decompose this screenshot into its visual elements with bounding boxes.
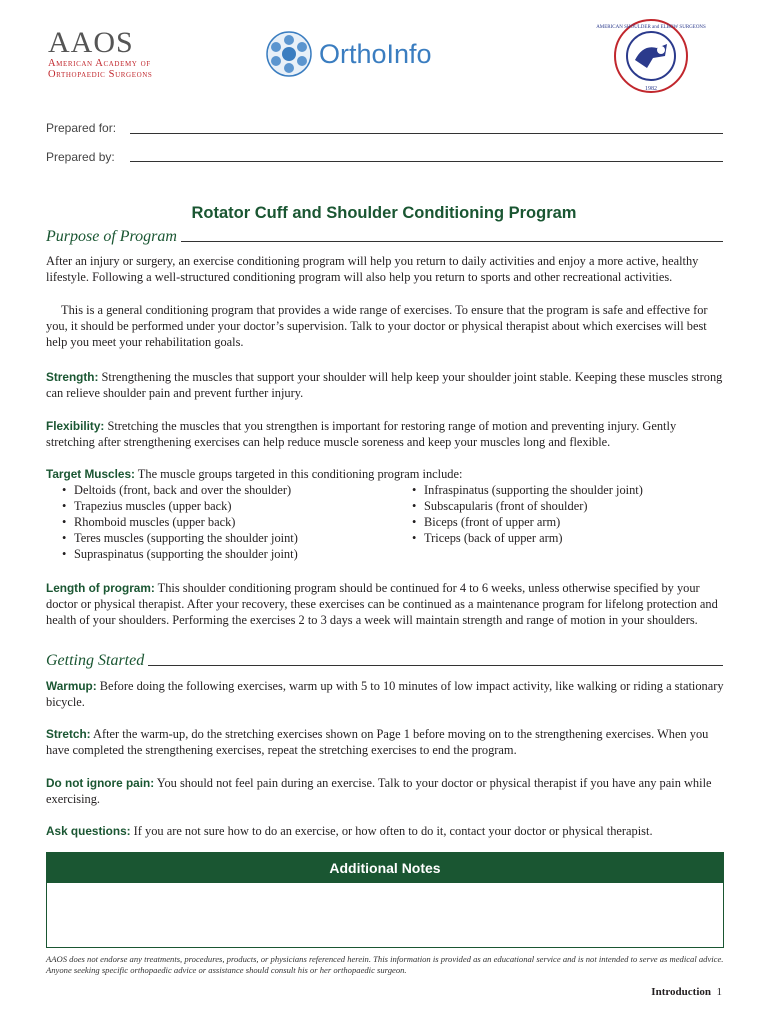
purpose-paragraph-2: This is a general conditioning program that provides a wide range of exercises. To ensure that the program is safe and effective for you, it should be performed under your doctor’s supervision. Talk to your doctor or physical therapist about which exercises will best help you meet your rehabilitation goals. (46, 303, 708, 349)
seal-ring-text: AMERICAN SHOULDER and ELBOW SURGEONS (596, 25, 706, 30)
list-item: • Triceps (back of upper arm) (410, 530, 730, 546)
prepared-by-line[interactable] (130, 161, 723, 162)
stretch-paragraph (46, 726, 726, 758)
additional-notes-box[interactable] (46, 852, 724, 948)
prepared-by-label: Prepared by: (46, 150, 115, 164)
pain-text: You should not feel pain during an exercise. Talk to your doctor or physical therapist if you have any pain while exercising. (46, 776, 712, 806)
prepared-for-label: Prepared for: (46, 121, 117, 135)
stretch-label: Stretch: (46, 727, 91, 741)
purpose-heading (46, 228, 723, 246)
getting-started-heading-text: Getting Started (46, 652, 145, 669)
warmup-text: Before doing the following exercises, warm up with 5 to 10 minutes of low impact activity, like walking or riding a stationary bicycle. (46, 679, 724, 709)
target-muscles-list-right (410, 482, 730, 546)
getting-started-heading (46, 652, 723, 670)
list-item: • Rhomboid muscles (upper back) (60, 514, 400, 530)
list-item: • Infraspinatus (supporting the shoulder joint) (410, 482, 730, 498)
length-text: This shoulder conditioning program should be continued for 4 to 6 weeks, unless otherwise specified by your doctor or physical therapist. After your recovery, these exercises can be continued as a maintenance program for lifelong protection and health of your shoulders. Performing the exercises 2 to 3 days a week will maintain strength and range of motion in your shoulders. (46, 581, 718, 627)
flexibility-label: Flexibility: (46, 419, 105, 433)
ask-questions-label: Ask questions: (46, 824, 131, 838)
aaos-org-name: American Academy of Orthopaedic Surgeons (48, 58, 153, 80)
target-muscles-text: The muscle groups targeted in this conditioning program include: (134, 467, 463, 481)
strength-label: Strength: (46, 370, 99, 384)
ask-questions-paragraph (46, 823, 726, 839)
warmup-label: Warmup: (46, 679, 97, 693)
target-muscles-list-left (60, 482, 400, 562)
strength-text: Strengthening the muscles that support your shoulder will help keep your shoulder joint stable. Keeping these muscles strong can relieve shoulder pain and prevent further injury. (46, 370, 723, 400)
orthoinfo-wordmark: OrthoInfo (319, 38, 432, 69)
disclaimer: AAOS does not endorse any treatments, procedures, products, or physicians referenced herein. This information is provided as an educational service and is not intended to serve as medical advice. Anyone seeking specific orthopaedic advice or assistance should consult his or her orthopaedic surgeon. (46, 954, 724, 975)
length-paragraph (46, 580, 726, 628)
list-item: • Supraspinatus (supporting the shoulder joint) (60, 546, 400, 562)
pain-label: Do not ignore pain: (46, 776, 155, 790)
purpose-paragraph-1: After an injury or surgery, an exercise conditioning program will help you return to daily activities and enjoy a more active, healthy lifestyle. Following a well-structured conditioning program will also help you return to sports and other recreational activities. (46, 254, 699, 284)
purpose-heading-text: Purpose of Program (46, 228, 177, 245)
page-number: 1 (716, 986, 722, 998)
additional-notes-heading: Additional Notes (47, 853, 723, 883)
target-muscles-intro (46, 466, 726, 482)
list-item: • Deltoids (front, back and over the shoulder) (60, 482, 400, 498)
warmup-paragraph (46, 678, 726, 710)
list-item: • Teres muscles (supporting the shoulder joint) (60, 530, 400, 546)
ases-seal-icon (596, 14, 706, 98)
orthoinfo-globe-icon (265, 30, 313, 78)
pain-paragraph (46, 775, 726, 807)
prepared-for-line[interactable] (130, 133, 723, 134)
orthoinfo-logo (265, 30, 432, 78)
ask-questions-text: If you are not sure how to do an exercise, or how often to do it, contact your doctor or physical therapist. (130, 824, 653, 838)
page-title: Rotator Cuff and Shoulder Conditioning Program (191, 204, 577, 222)
list-item: • Subscapularis (front of shoulder) (410, 498, 730, 514)
strength-paragraph (46, 369, 726, 401)
footer-section: Introduction (651, 986, 711, 998)
page-footer (600, 986, 722, 998)
length-label: Length of program: (46, 581, 155, 595)
stretch-text: After the warm-up, do the stretching exercises shown on Page 1 before moving on to the strengthening exercises. When you have completed the strengthening exercises, repeat the stretching exercises to end the program. (46, 727, 709, 757)
ases-seal (596, 14, 706, 98)
list-item: • Biceps (front of upper arm) (410, 514, 730, 530)
aaos-logo-letters: AAOS (48, 26, 134, 59)
flexibility-paragraph (46, 418, 726, 450)
list-item: • Trapezius muscles (upper back) (60, 498, 400, 514)
flexibility-text: Stretching the muscles that you strengthen is important for restoring range of motion and preventing injury. Gently stretching after strengthening exercises can help reduce muscle soreness and keep your muscles long and flexible. (46, 419, 677, 449)
seal-year: 1982 (645, 86, 657, 92)
target-muscles-label: Target Muscles: (46, 467, 135, 481)
aaos-logo (48, 28, 188, 88)
